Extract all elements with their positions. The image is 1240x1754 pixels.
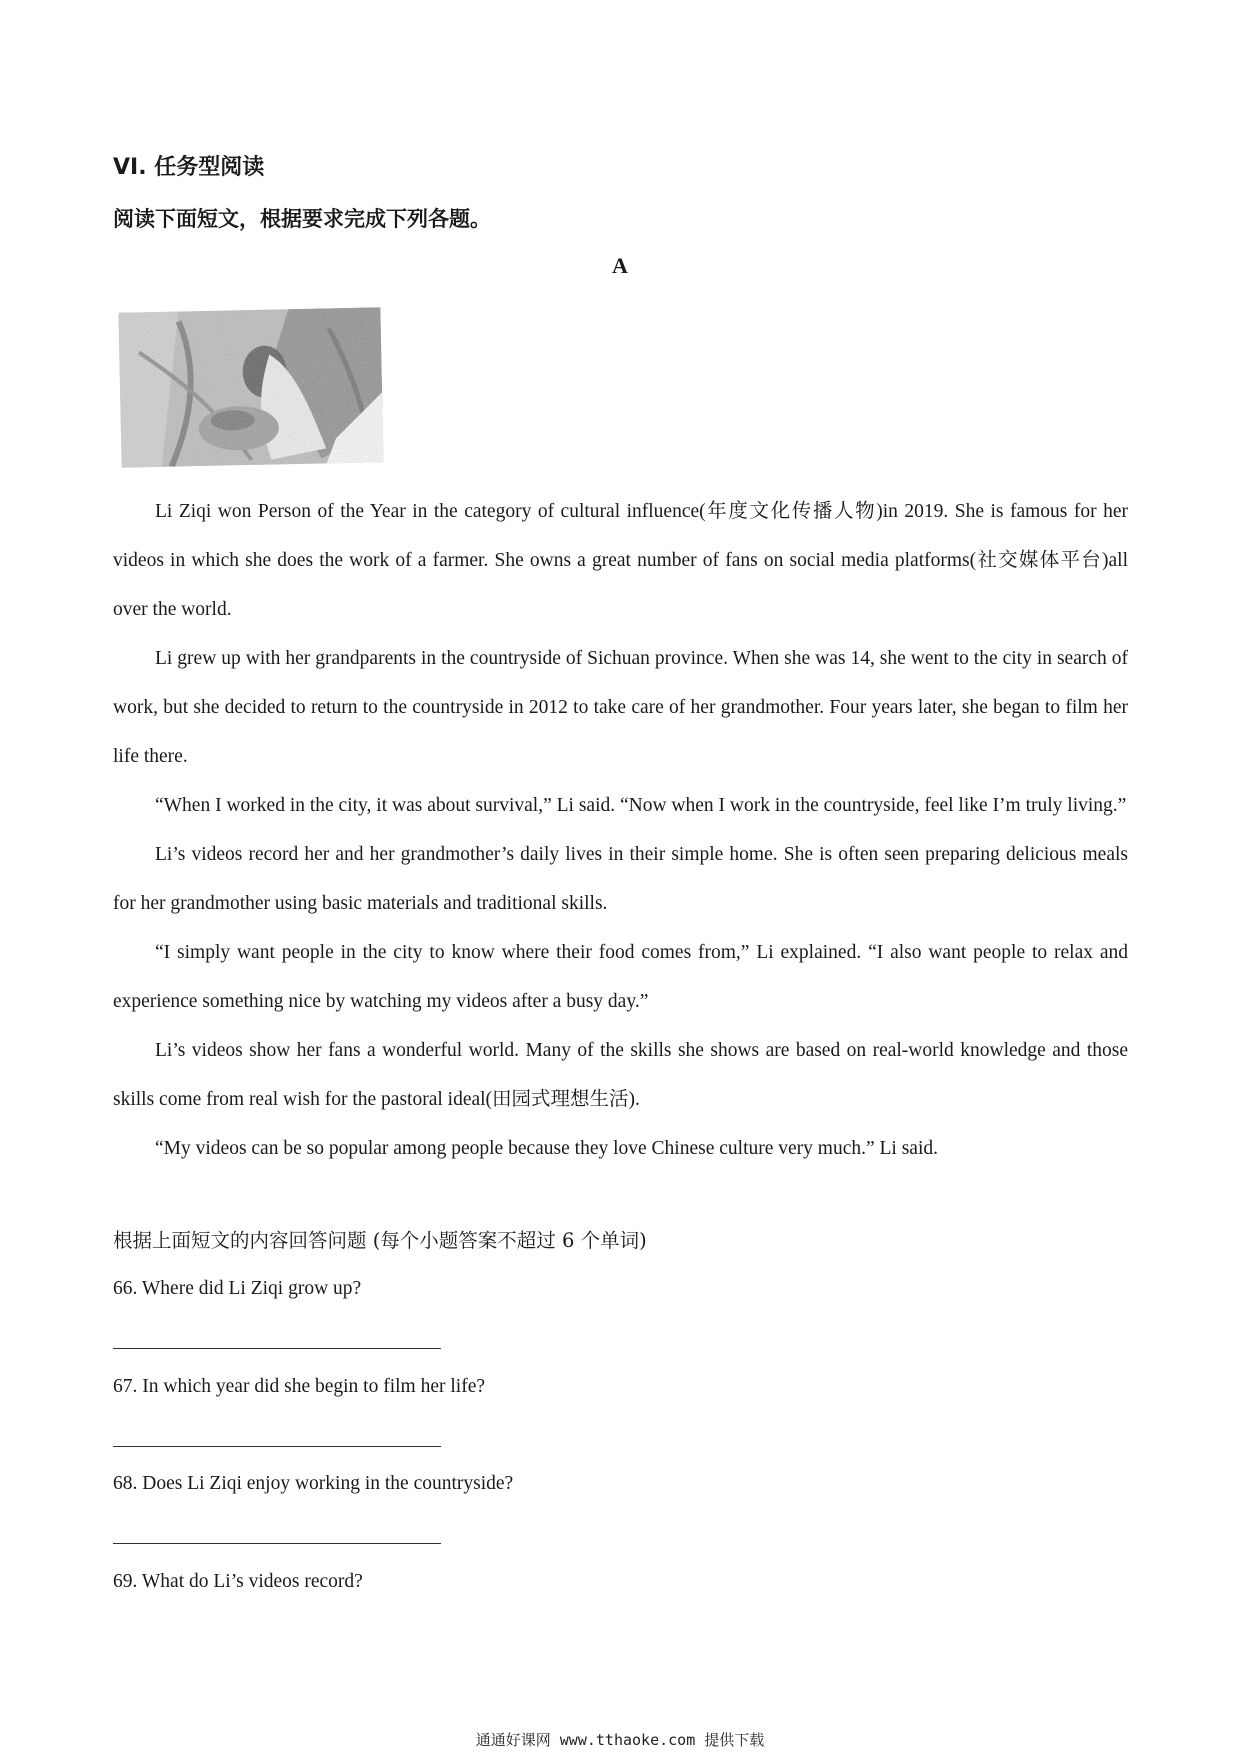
paragraph: “When I worked in the city, it was about survival,” Li said. “Now when I work in the countryside, feel like I’m truly living.”	[155, 795, 1127, 816]
passage-label: A	[612, 253, 628, 278]
paragraph: Li’s videos show her fans a wonderful world. Many of the skills she shows are based on real-world knowledge and those skills come from real wish for the pastoral ideal(田园式理想生活).	[113, 1040, 1128, 1110]
question-67: 67. In which year did she begin to film her life?	[113, 1376, 486, 1397]
section-instruction: 阅读下面短文，根据要求完成下列各题。	[113, 207, 491, 231]
answer-line-67[interactable]	[113, 1446, 441, 1447]
questions-instruction: 根据上面短文的内容回答问题 (每个小题答案不超过 6 个单词)	[113, 1229, 647, 1252]
paragraph: Li grew up with her grandparents in the countryside of Sichuan province. When she was 14, she went to the city in search of work, but she decided to return to the countryside in 2012 to take care of her grandmother. Four years later, she began to film her life there.	[113, 648, 1128, 767]
question-68: 68. Does Li Ziqi enjoy working in the countryside?	[113, 1473, 514, 1494]
answer-line-68[interactable]	[113, 1543, 441, 1544]
paragraph: Li Ziqi won Person of the Year in the category of cultural influence(年度文化传播人物)in 2019. She is famous for her videos in which she does the work of a farmer. She owns a great number of fans on social media platforms(社交媒体平台)all over the world.	[113, 501, 1128, 620]
question-66: 66. Where did Li Ziqi grow up?	[113, 1278, 362, 1299]
paragraph: “I simply want people in the city to know where their food comes from,” Li explained. “I also want people to relax and experience something nice by watching my videos after a busy day.”	[113, 942, 1128, 1012]
answer-line-66[interactable]	[113, 1348, 441, 1349]
paragraph: Li’s videos record her and her grandmother’s daily lives in their simple home. She is often seen preparing delicious meals for her grandmother using basic materials and traditional skills.	[113, 844, 1128, 914]
paragraph: “My videos can be so popular among people because they love Chinese culture very much.” Li said.	[155, 1138, 939, 1159]
question-69: 69. What do Li’s videos record?	[113, 1571, 363, 1592]
article-photo	[118, 307, 383, 467]
article-body	[113, 487, 1128, 1173]
section-title: VI. 任务型阅读	[113, 155, 265, 180]
page-footer: 通通好课网 www.tthaoke.com 提供下载	[475, 1731, 765, 1749]
